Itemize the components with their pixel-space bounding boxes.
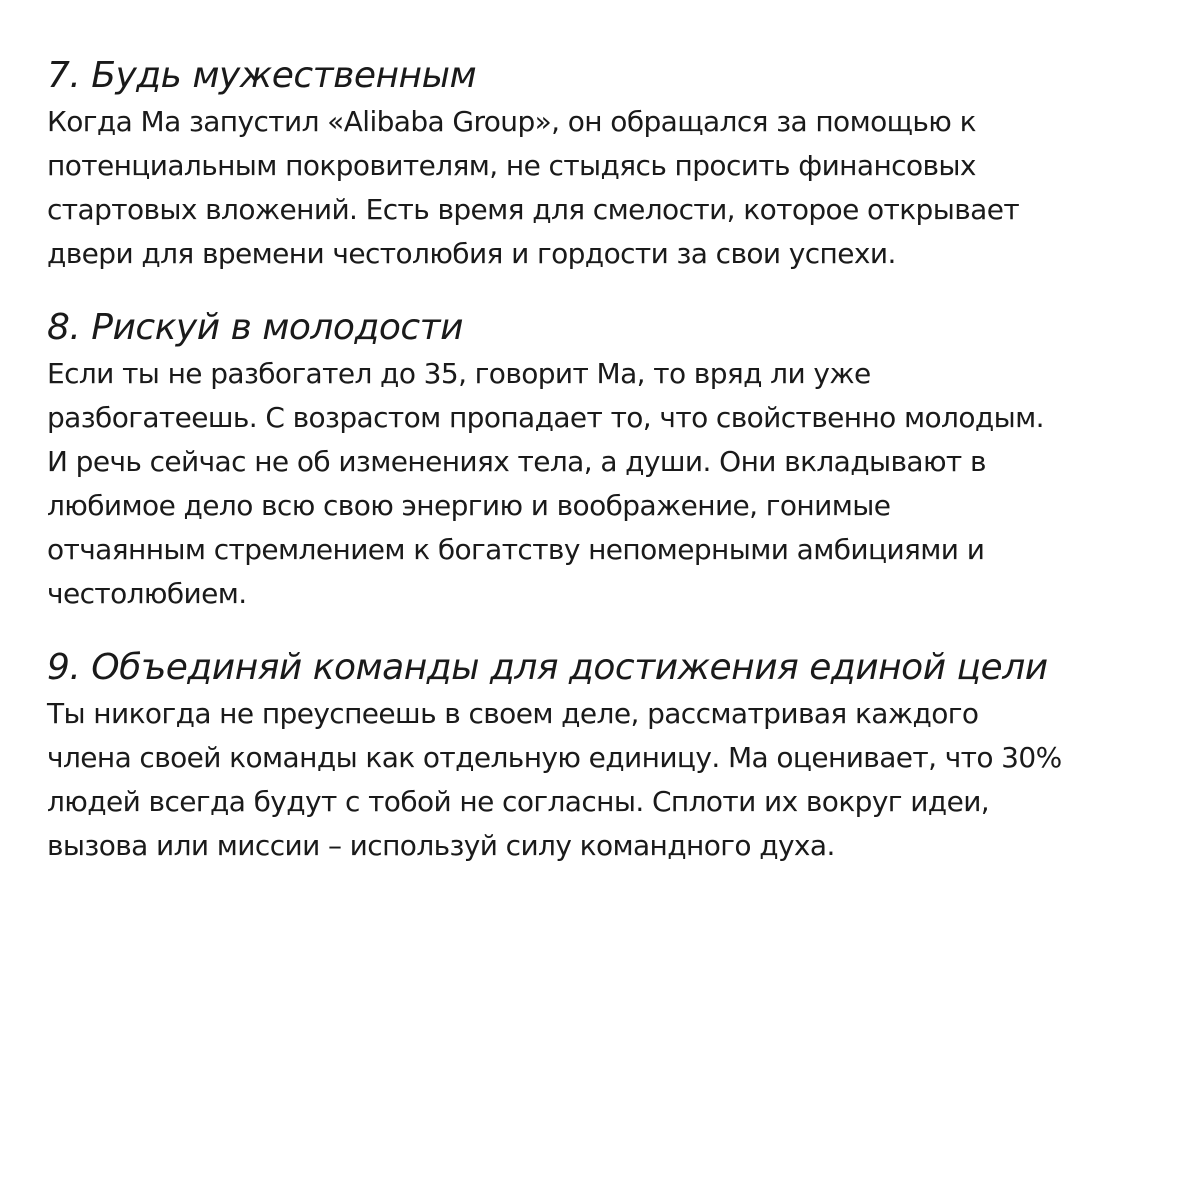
section-8	[47, 304, 1162, 616]
body-line: любимое дело всю свою энергию и воображение, гонимые	[47, 489, 891, 522]
body-line: члена своей команды как отдельную единицу. Ма оценивает, что 30%	[47, 741, 1062, 774]
article-page	[47, 52, 1162, 896]
body-line: Когда Ма запустил «Alibaba Group», он обращался за помощью к	[47, 105, 976, 138]
section-title: 8. Рискуй в молодости	[47, 307, 464, 348]
body-line: двери для времени честолюбия и гордости за свои успехи.	[47, 237, 896, 270]
body-line: разбогатеешь. С возрастом пропадает то, что свойственно молодым.	[47, 401, 1044, 434]
body-line: стартовых вложений. Есть время для смелости, которое открывает	[47, 193, 1020, 226]
section-title: 9. Объединяй команды для достижения единой цели	[47, 647, 1048, 688]
body-line: Если ты не разбогател до 35, говорит Ма, то вряд ли уже	[47, 357, 871, 390]
body-line: честолюбием.	[47, 577, 247, 610]
body-line: Ты никогда не преуспеешь в своем деле, рассматривая каждого	[47, 697, 979, 730]
body-line: потенциальным покровителям, не стыдясь просить финансовых	[47, 149, 976, 182]
body-line: И речь сейчас не об изменениях тела, а души. Они вкладывают в	[47, 445, 986, 478]
section-7	[47, 52, 1162, 276]
body-line: отчаянным стремлением к богатству непомерными амбициями и	[47, 533, 985, 566]
body-line: вызова или миссии – используй силу командного духа.	[47, 829, 835, 862]
section-title: 7. Будь мужественным	[47, 55, 477, 96]
body-line: людей всегда будут с тобой не согласны. Сплоти их вокруг идеи,	[47, 785, 990, 818]
section-body	[47, 352, 1162, 616]
section-body	[47, 100, 1162, 276]
section-9	[47, 644, 1162, 868]
section-body	[47, 692, 1162, 868]
